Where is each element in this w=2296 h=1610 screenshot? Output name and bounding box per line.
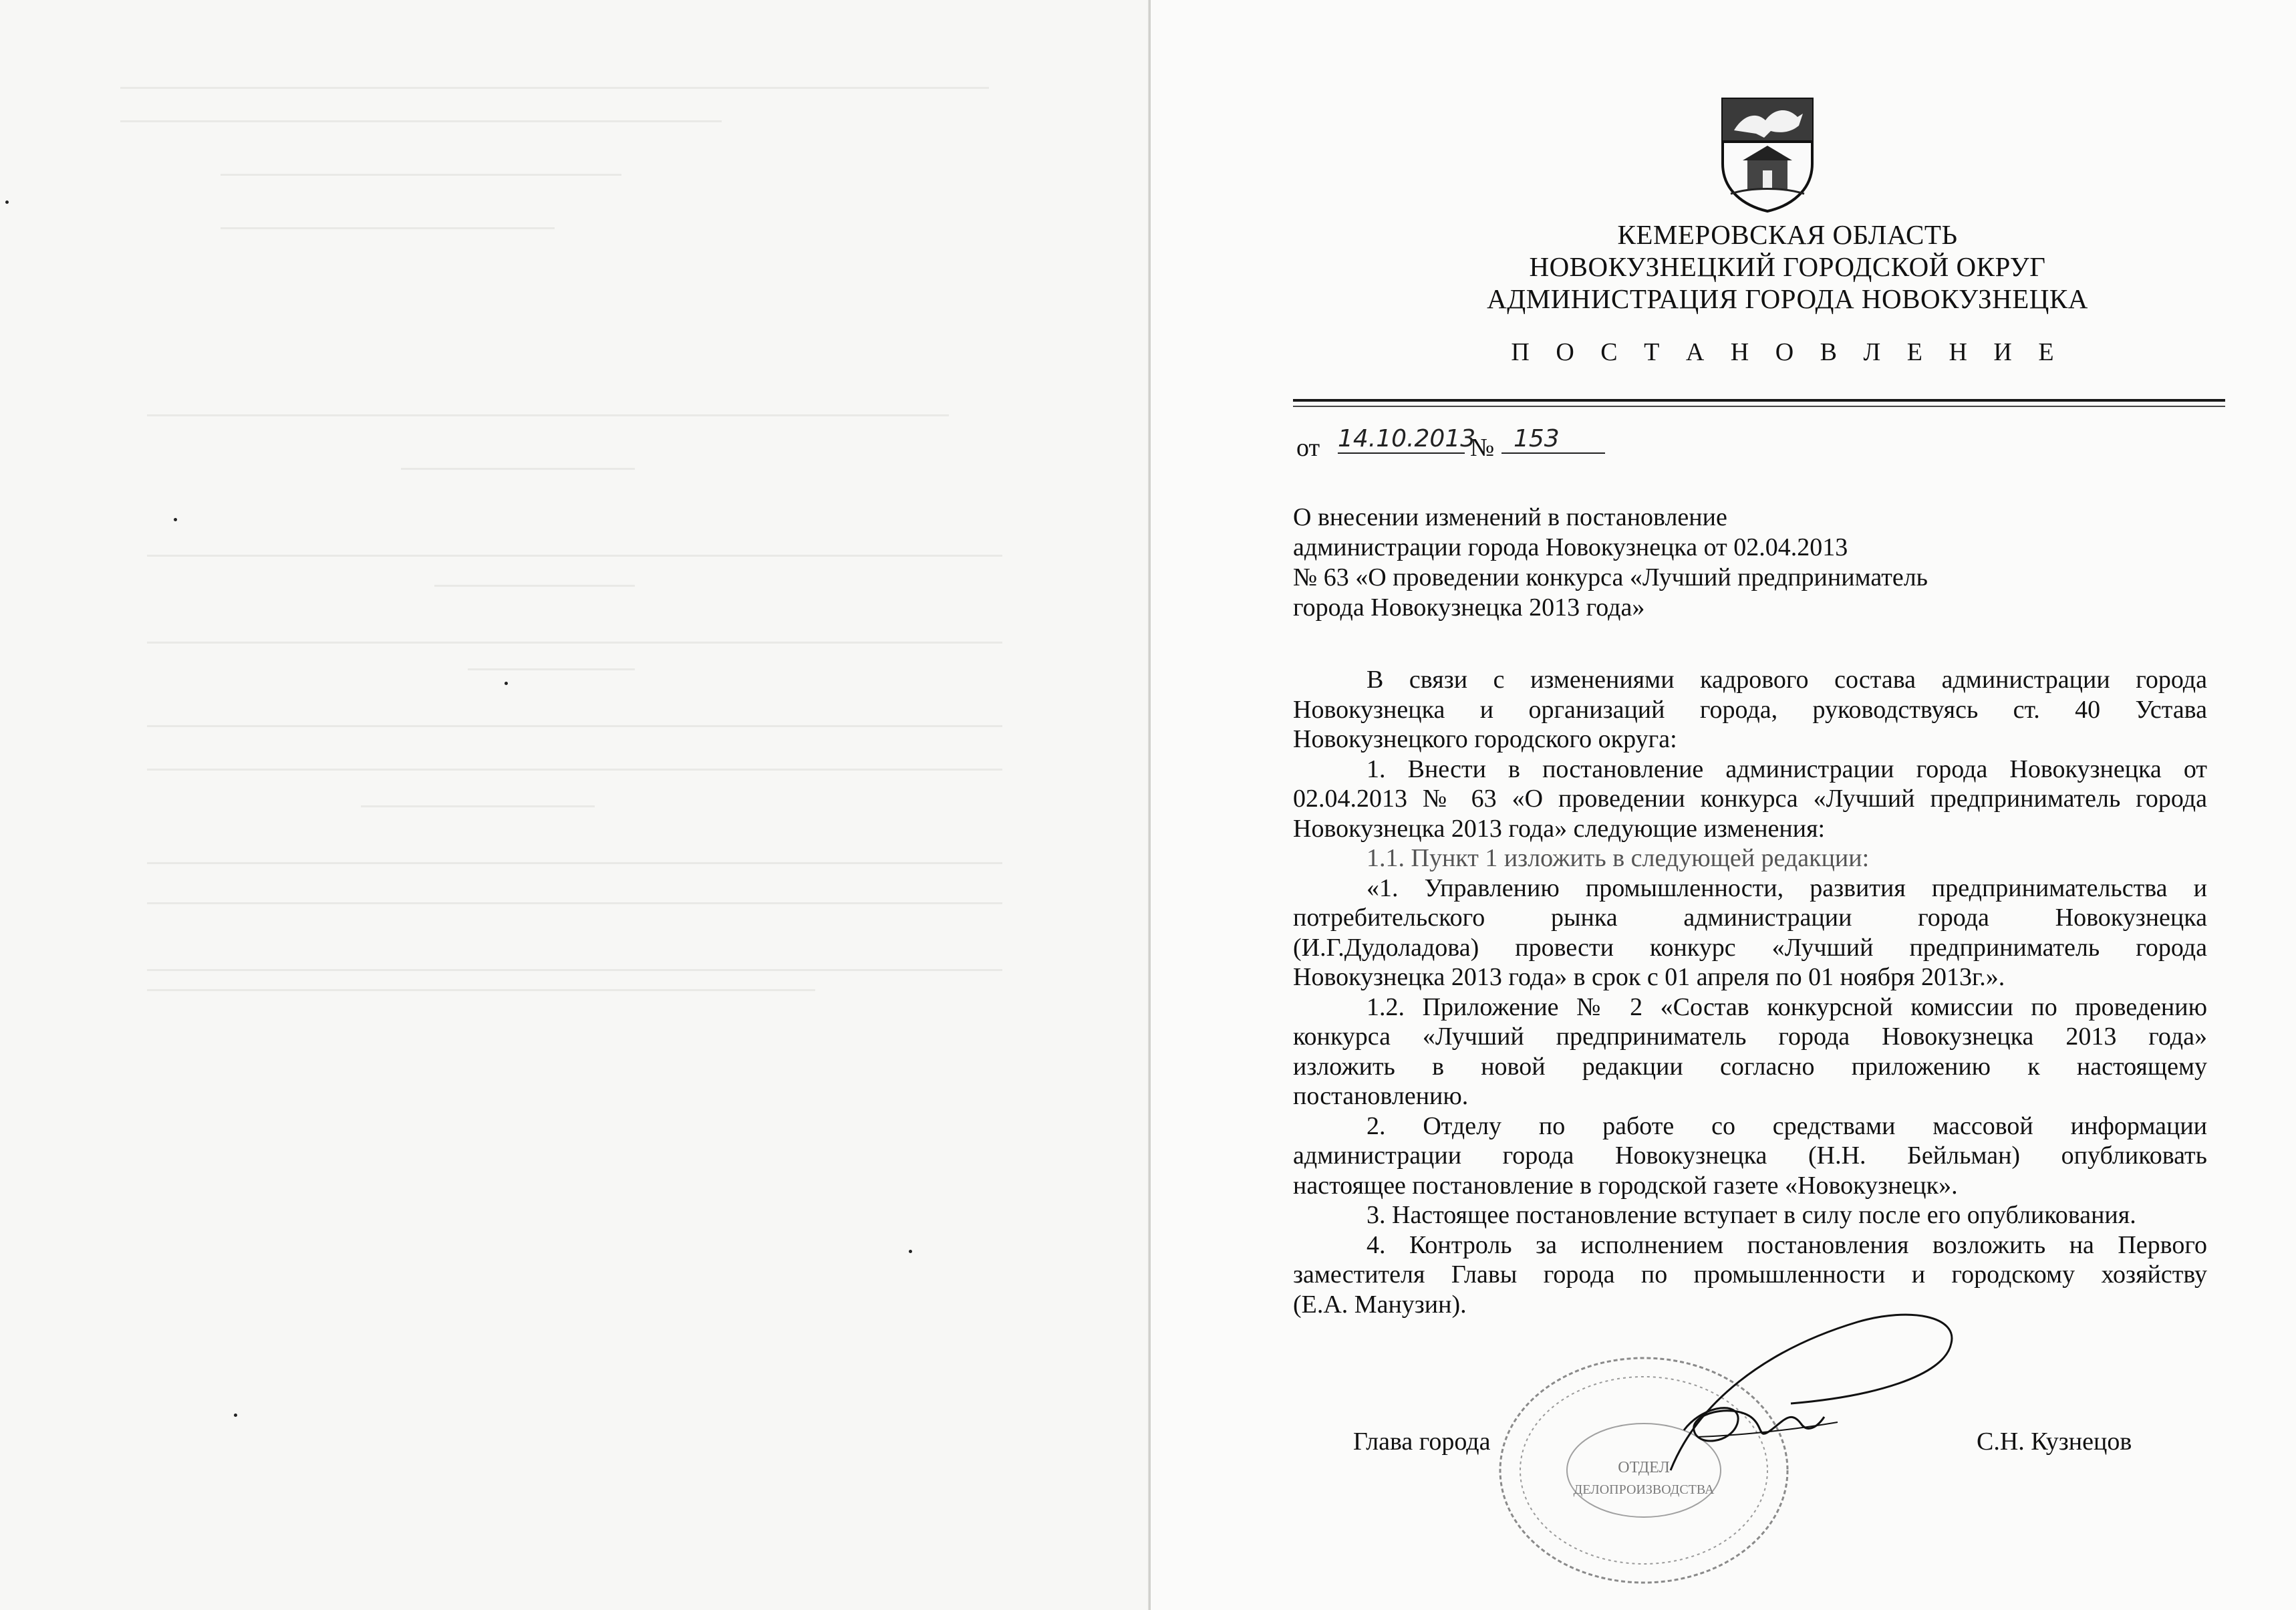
- body-line: Новокузнецкого городского округа:: [1293, 725, 1677, 753]
- body-line: Новокузнецка и организаций города, руководствуясь ст. 40 Устава: [1293, 695, 2207, 724]
- scan-speck: [909, 1250, 912, 1253]
- header-administration: АДМИНИСТРАЦИЯ ГОРОДА НОВОКУЗНЕЦКА: [1487, 283, 2088, 314]
- header-rule: [1293, 399, 2225, 402]
- coat-of-arms-icon: [1717, 94, 1818, 214]
- body-line: администрации города Новокузнецка (Н.Н. Бейльман) опубликовать: [1293, 1142, 2207, 1170]
- bleed-through-line: [120, 87, 989, 89]
- subject-line: администрации города Новокузнецка от 02.04.2013: [1293, 533, 1848, 561]
- body-line: конкурса «Лучший предприниматель города Новокузнецка 2013 года»: [1293, 1023, 2207, 1051]
- bleed-through-line: [221, 174, 621, 176]
- body-line: 4. Контроль за исполнением постановления возложить на Первого: [1367, 1230, 2207, 1259]
- body-line: постановлению.: [1293, 1082, 1469, 1110]
- scan-speck: [505, 682, 508, 685]
- header-region: КЕМЕРОВСКАЯ ОБЛАСТЬ: [1617, 219, 1958, 250]
- body-line: заместителя Главы города по промышленности и городскому хозяйству: [1293, 1260, 2207, 1289]
- bleed-through-line: [147, 902, 1002, 904]
- body-line: 1.2. Приложение № 2 «Состав конкурсной комиссии по проведению: [1367, 992, 2207, 1021]
- body-line: В связи с изменениями кадрового состава администрации города: [1367, 666, 2207, 694]
- body-line: Новокузнецка 2013 года» в срок с 01 апреля по 01 ноября 2013г.».: [1293, 963, 2005, 991]
- body-line: Новокузнецка 2013 года» следующие изменения:: [1293, 814, 1826, 843]
- scan-speck: [5, 200, 9, 204]
- bleed-through-line: [147, 555, 1002, 557]
- signatory-name: С.Н. Кузнецов: [1977, 1428, 2132, 1456]
- subject-line: О внесении изменений в постановление: [1293, 503, 1727, 531]
- bleed-through-line: [147, 414, 949, 416]
- body-line: 1.1. Пункт 1 изложить в следующей редакции:: [1367, 844, 1870, 872]
- body-line: 1. Внести в постановление администрации города Новокузнецка от: [1367, 755, 2207, 783]
- date-label: от: [1296, 434, 1320, 462]
- body-line: 02.04.2013 № 63 «О проведении конкурса «Лучший предприниматель города: [1293, 785, 2207, 813]
- header-rule-thin: [1293, 406, 2225, 407]
- body-line: изложить в новой редакции согласно приложению к настоящему: [1293, 1052, 2207, 1081]
- bleed-through-line: [468, 668, 635, 670]
- bleed-through-line: [147, 862, 1002, 864]
- seal-text: ДЕЛОПРОИЗВОДСТВА: [1573, 1482, 1715, 1497]
- bleed-through-line: [147, 989, 815, 991]
- bleed-through-line: [120, 120, 722, 122]
- number-label: №: [1470, 434, 1495, 462]
- body-line: (И.Г.Дудоладова) провести конкурс «Лучший предприниматель города: [1293, 933, 2207, 962]
- body-line: потребительского рынка администрации города Новокузнецка: [1293, 904, 2207, 932]
- body-line: «1. Управлению промышленности, развития предпринимательства и: [1367, 874, 2207, 902]
- scan-speck: [234, 1414, 237, 1417]
- document-body: [1293, 665, 2207, 1319]
- bleed-through-line: [147, 642, 1002, 644]
- handwritten-number: 153: [1501, 425, 1605, 454]
- handwritten-signature-icon: [1657, 1303, 1971, 1477]
- bleed-through-line: [147, 769, 1002, 771]
- bleed-through-line: [401, 468, 635, 470]
- subject-line: города Новокузнецка 2013 года»: [1293, 593, 1645, 622]
- bleed-through-line: [147, 969, 1002, 971]
- document-subject: [1293, 503, 1928, 623]
- header-district: НОВОКУЗНЕЦКИЙ ГОРОДСКОЙ ОКРУГ: [1529, 251, 2046, 282]
- bleed-through-line: [221, 227, 555, 229]
- registration-line: [1296, 425, 1697, 473]
- bleed-through-line: [434, 585, 635, 587]
- seal-text: ОТДЕЛ: [1618, 1459, 1670, 1476]
- body-line: настоящее постановление в городской газете «Новокузнецк».: [1293, 1171, 1958, 1200]
- bleed-through-line: [147, 725, 1002, 727]
- body-line: 2. Отделу по работе со средствами массовой информации: [1367, 1111, 2207, 1140]
- document-type-title: П О С Т А Н О В Л Е Н И Е: [1511, 338, 2064, 366]
- scan-speck: [174, 518, 177, 521]
- body-line: (Е.А. Манузин).: [1293, 1290, 1467, 1319]
- body-line: 3. Настоящее постановление вступает в силу после его опубликования.: [1367, 1201, 2136, 1229]
- signatory-position: Глава города: [1353, 1428, 1491, 1456]
- bleed-through-line: [361, 805, 595, 807]
- handwritten-date: 14.10.2013: [1338, 425, 1476, 452]
- subject-line: № 63 «О проведении конкурса «Лучший предприниматель: [1293, 563, 1928, 591]
